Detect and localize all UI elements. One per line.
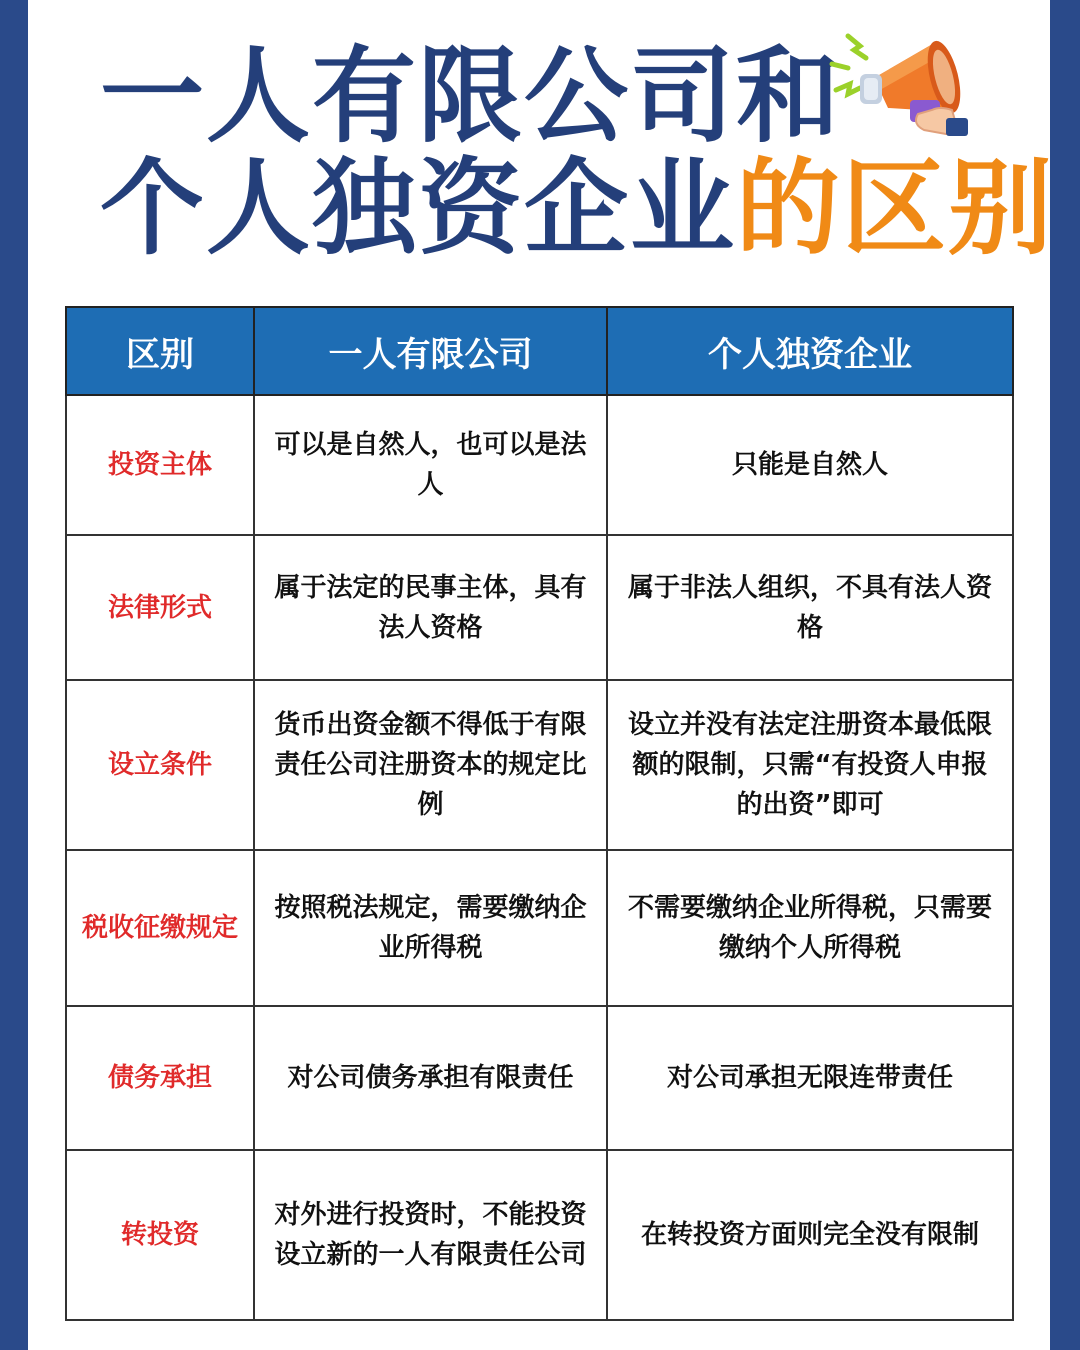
table-row [66,1006,1013,1150]
row-cell-company: 对公司债务承担有限责任 [254,1006,607,1150]
row-cell-sole: 在转投资方面则完全没有限制 [607,1150,1013,1320]
row-label: 投资主体 [66,395,254,535]
table-row [66,535,1013,680]
row-label: 债务承担 [66,1006,254,1150]
header-difference: 区别 [66,307,254,395]
row-cell-sole: 不需要缴纳企业所得税，只需要缴纳个人所得税 [607,850,1013,1006]
table-header-row [66,307,1013,395]
title-line-2-main: 个人独资企业 [100,147,737,269]
row-cell-sole: 属于非法人组织，不具有法人资格 [607,535,1013,680]
row-cell-company: 可以是自然人，也可以是法人 [254,395,607,535]
header-one-person-company: 一人有限公司 [254,307,607,395]
row-cell-company: 对外进行投资时，不能投资设立新的一人有限责任公司 [254,1150,607,1320]
title-line-1: 一人有限公司和 [100,35,843,157]
row-cell-sole: 只能是自然人 [607,395,1013,535]
table-row [66,680,1013,850]
megaphone-icon [826,28,976,148]
row-label: 税收征缴规定 [66,850,254,1006]
row-label: 法律形式 [66,535,254,680]
table-row [66,395,1013,535]
row-label: 转投资 [66,1150,254,1320]
row-cell-company: 货币出资金额不得低于有限责任公司注册资本的规定比例 [254,680,607,850]
header-sole-proprietorship: 个人独资企业 [607,307,1013,395]
table-row [66,1150,1013,1320]
row-cell-sole: 设立并没有法定注册资本最低限额的限制，只需“有投资人申报的出资”即可 [607,680,1013,850]
row-cell-company: 属于法定的民事主体，具有法人资格 [254,535,607,680]
row-cell-company: 按照税法规定，需要缴纳企业所得税 [254,850,607,1006]
row-cell-sole: 对公司承担无限连带责任 [607,1006,1013,1150]
title-line-2-accent: 的区别 [736,147,1055,269]
table-row [66,850,1013,1006]
comparison-table [65,306,1014,1321]
title-line-2 [100,147,1055,269]
row-label: 设立条件 [66,680,254,850]
